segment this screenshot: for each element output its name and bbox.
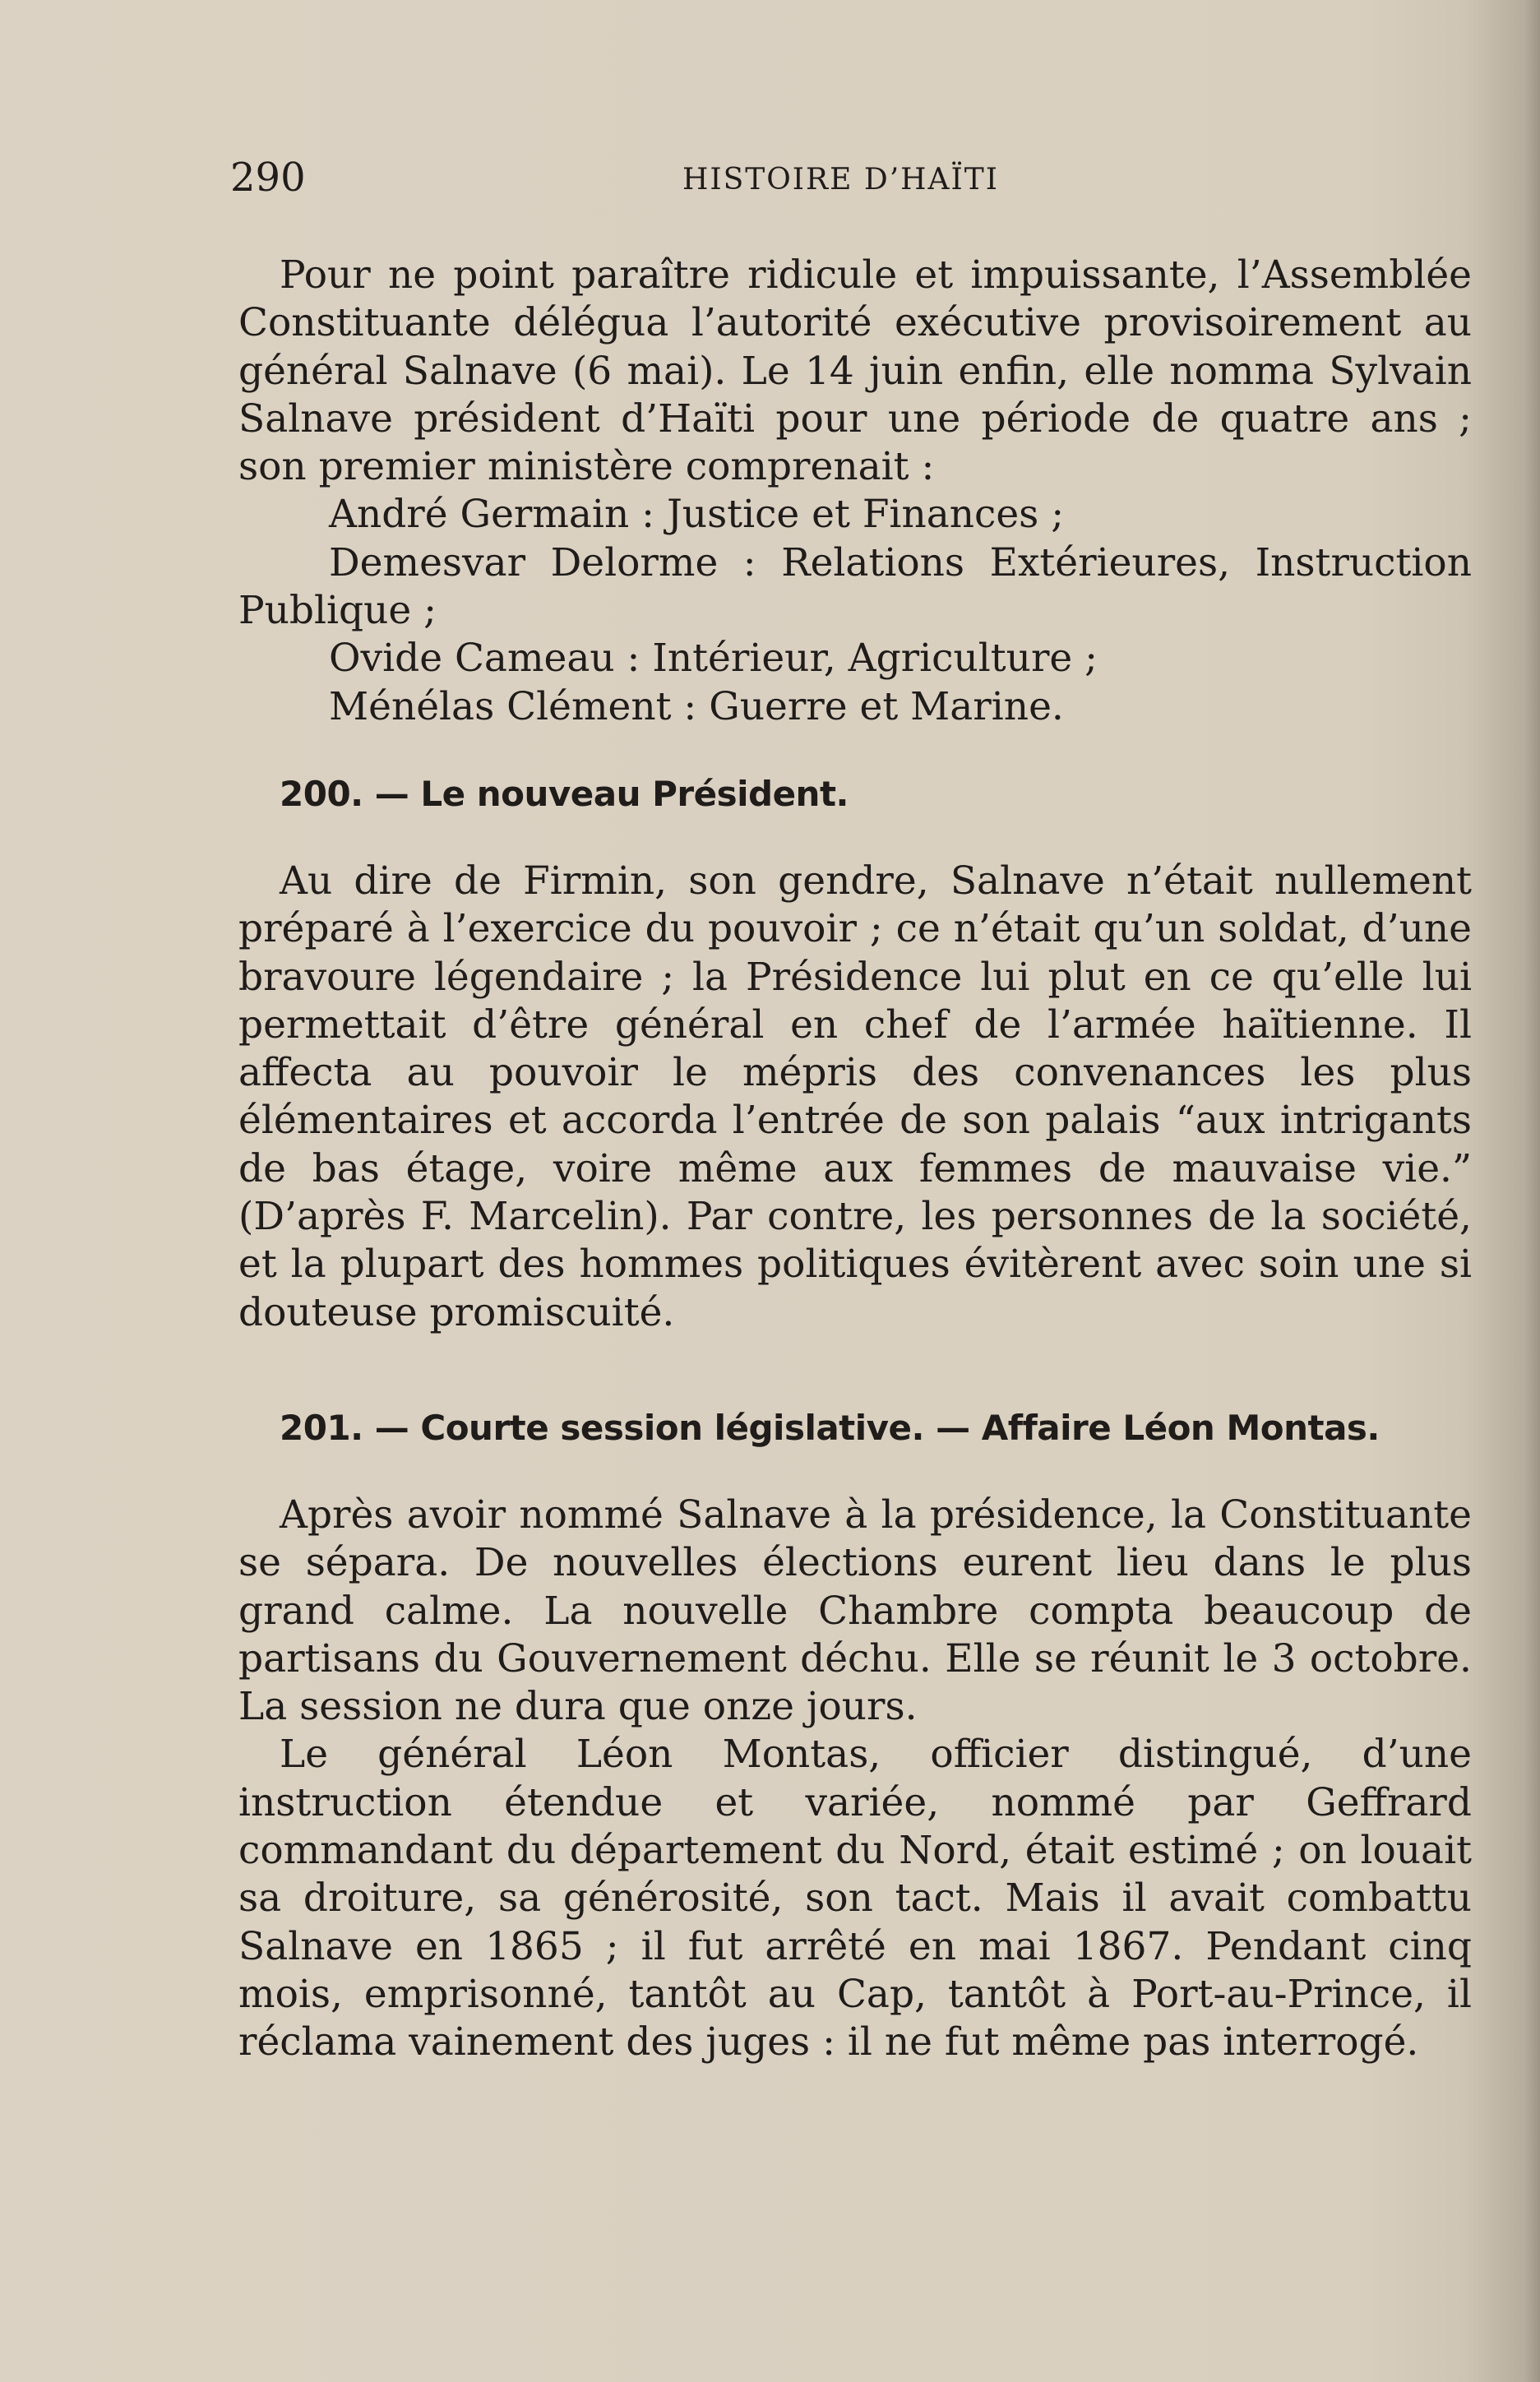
section-201-paragraph: Après avoir nommé Salnave à la présidence, la Constituante se sépara. De nouvelles élections eurent lieu dans le plus grand calme. La nouvelle Chambre compta beaucoup de partisans du Gouvernement déchu. Elle se réunit le 3 octobre. La session ne dura que onze jours. bbox=[238, 1492, 1472, 1730]
section-200-heading: 200. — Le nouveau Président. bbox=[280, 773, 849, 814]
page-body bbox=[238, 252, 1472, 2067]
section-201-paragraph: Le général Léon Montas, officier distingué, d’une instruction étendue et variée, nommé par Geffrard commandant du département du Nord, était estimé ; on louait sa droiture, sa générosité, son tact. Mais il avait combattu Salnave en 1865 ; il fut arrêté en mai 1867. Pendant cinq mois, emprisonné, tantôt au Cap, tantôt à Port-au-Prince, il réclama vainement des juges : il ne fut même pas interrogé. bbox=[238, 1732, 1472, 2065]
intro-paragraph: Pour ne point paraître ridicule et impuissante, l’Assemblée Constituante délégua l’autorité exécutive provisoirement au général Salnave (6 mai). Le 14 juin enfin, elle nomma Sylvain Salnave président d’Haïti pour une période de quatre ans ; son premier ministère comprenait : bbox=[238, 252, 1472, 490]
minister-line: André Germain : Justice et Finances ; bbox=[329, 492, 1065, 538]
minister-line: Ménélas Clément : Guerre et Marine. bbox=[329, 683, 1064, 729]
minister-line: Ovide Cameau : Intérieur, Agriculture ; bbox=[329, 636, 1098, 682]
page-header bbox=[230, 155, 1472, 204]
running-title: HISTOIRE D’HAÏTI bbox=[682, 163, 1000, 197]
page-number: 290 bbox=[230, 155, 306, 201]
minister-line: Demesvar Delorme : Relations Extérieures, Instruction Publique ; bbox=[238, 539, 1472, 634]
section-201-heading: 201. — Courte session législative. — Affaire Léon Montas. bbox=[280, 1407, 1380, 1448]
section-200-paragraph: Au dire de Firmin, son gendre, Salnave n’était nullement préparé à l’exercice du pouvoir ; ce n’était qu’un soldat, d’une bravoure légendaire ; la Présidence lui plut en ce qu’elle lui permettait d’être général en chef de l’armée haïtienne. Il affecta au pouvoir le mépris des convenances les plus élémentaires et accorda l’entrée de son palais “aux intrigants de bas étage, voire même aux femmes de mauvaise vie.” (D’après F. Marcelin). Par contre, les personnes de la société, et la plupart des hommes politiques évitèrent avec soin une si douteuse promiscuité. bbox=[238, 858, 1472, 1335]
